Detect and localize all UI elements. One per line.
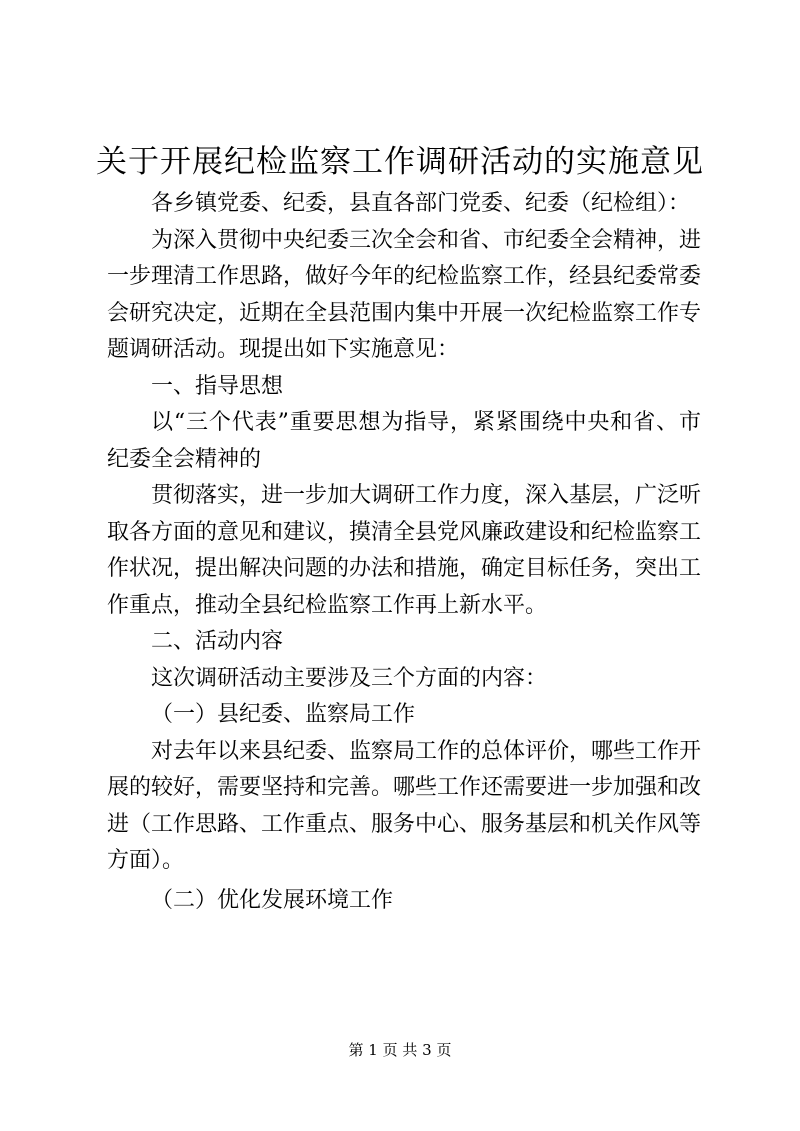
- implementation-paragraph: 贯彻落实，进一步加大调研工作力度，深入基层，广泛听取各方面的意见和建议，摸清全县党风廉政建设和纪检监察工作状况，提出解决问题的办法和措施，确定目标任务，突出工作重点，推动全县纪检监察工作再上新水平。: [107, 483, 702, 618]
- section-heading-guiding-ideology: 一、指导思想: [151, 373, 284, 399]
- document-title: 关于开展纪检监察工作调研活动的实施意见: [96, 144, 704, 180]
- page-number: 第 1 页 共 3 页: [348, 1041, 452, 1059]
- subsection-heading-development-environment: （二）优化发展环境工作: [151, 887, 394, 913]
- intro-paragraph: 为深入贯彻中央纪委三次全会和省、市纪委全会精神，进一步理清工作思路，做好今年的纪检监察工作，经县纪委常委会研究决定，近期在全县范围内集中开展一次纪检监察工作专题调研活动。现提出如下实施意见：: [107, 227, 702, 362]
- guiding-ideology-paragraph: 以“三个代表”重要思想为指导，紧紧围绕中央和省、市纪委全会精神的: [107, 410, 701, 472]
- salutation-paragraph: 各乡镇党委、纪委，县直各部门党委、纪委（纪检组）：: [151, 191, 691, 216]
- county-commission-paragraph: 对去年以来县纪委、监察局工作的总体评价，哪些工作开展的较好，需要坚持和完善。哪些工作还需要进一步加强和改进（工作思路、工作重点、服务中心、服务基层和机关作风等方面）。: [107, 738, 702, 873]
- subsection-heading-county-commission: （一）县纪委、监察局工作: [151, 702, 416, 727]
- section-heading-activity-content: 二、活动内容: [151, 629, 284, 654]
- document-body: [107, 186, 701, 919]
- activity-content-paragraph: 这次调研活动主要涉及三个方面的内容：: [151, 665, 548, 691]
